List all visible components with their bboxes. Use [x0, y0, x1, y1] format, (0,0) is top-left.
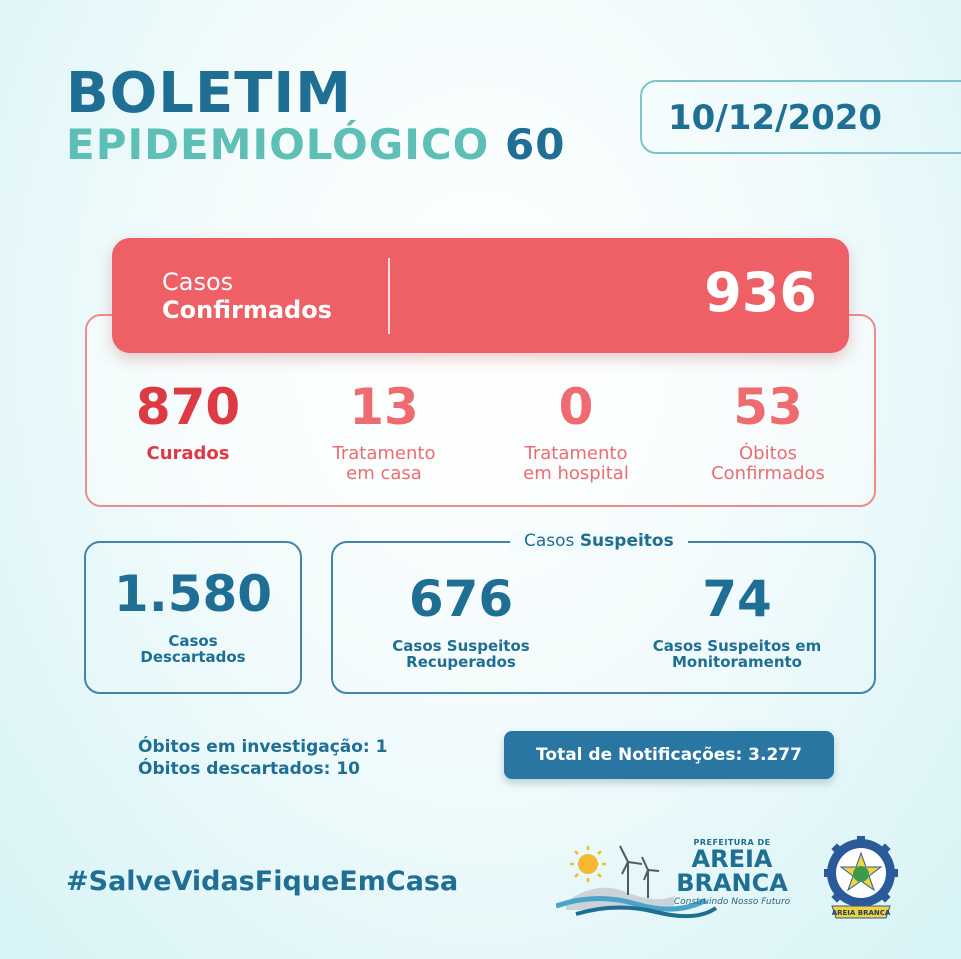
stat-label	[284, 444, 484, 484]
stat-value: 13	[349, 378, 419, 436]
hashtag: #SalveVidasFiqueEmCasa	[66, 866, 459, 897]
confirmed-total: 936	[704, 261, 817, 324]
subtitle-text: EPIDEMIOLÓGICO	[66, 120, 490, 169]
obitos-descartados: Óbitos descartados: 10	[138, 759, 360, 779]
obitos-investigacao: Óbitos em investigação: 1	[138, 737, 388, 757]
stat-value: 53	[733, 378, 803, 436]
bulletin-title: BOLETIM	[66, 61, 352, 126]
stat-label	[476, 444, 676, 484]
stat-suspeitos-monitoramento	[617, 570, 857, 671]
stat-value: 0	[558, 378, 594, 436]
stat-label-line2: em casa	[346, 463, 422, 484]
stat-label-line2: em hospital	[523, 463, 629, 484]
stat-label-line1: Casos Suspeitos	[392, 637, 530, 655]
stat-value: 74	[702, 570, 772, 628]
stat-value: 676	[408, 570, 514, 628]
stat-value: 870	[135, 378, 241, 436]
stat-tratamento-hospital	[476, 378, 676, 484]
stat-label-line1: Óbitos	[738, 443, 798, 464]
suspects-title-prefix: Casos	[524, 531, 575, 551]
suspects-title	[510, 531, 688, 551]
stat-label	[341, 638, 581, 670]
stat-label-line1: Tratamento	[524, 443, 628, 464]
stat-label-line1: Tratamento	[332, 443, 436, 464]
confirmed-label-line2: Confirmados	[162, 296, 332, 324]
city-name-line2: BRANCA	[676, 869, 788, 897]
stat-tratamento-casa	[284, 378, 484, 484]
stat-label-line1: Casos Suspeitos em	[652, 637, 822, 655]
total-notifications-badge: Total de Notificações: 3.277	[504, 731, 834, 779]
city-prefix: PREFEITURA DE	[693, 838, 771, 847]
discarded-label-line1: Casos	[168, 632, 218, 650]
bulletin-subtitle	[66, 120, 566, 169]
discarded-box	[84, 541, 302, 694]
obitos-info	[138, 736, 387, 780]
wind-turbine-icon	[620, 846, 659, 898]
stat-label-line2: Monitoramento	[671, 653, 802, 671]
stat-label: Curados	[146, 443, 230, 464]
confirmed-label-line1: Casos	[162, 268, 234, 296]
discarded-label	[86, 633, 300, 665]
suspects-title-bold: Suspeitos	[579, 531, 674, 551]
discarded-value: 1.580	[113, 565, 273, 623]
discarded-label-line2: Descartados	[140, 648, 246, 666]
stat-suspeitos-recuperados	[341, 570, 581, 671]
city-slogan: Construindo Nosso Futuro	[673, 897, 791, 907]
date-badge: 10/12/2020	[640, 80, 961, 154]
stat-label	[668, 444, 868, 484]
gear-seal-emblem-icon	[824, 836, 898, 922]
seal-text: AREIA BRANCA	[831, 909, 891, 917]
city-logo-text	[672, 838, 792, 907]
stat-obitos	[668, 378, 868, 484]
city-name-line1: AREIA	[691, 845, 773, 873]
stat-label	[617, 638, 857, 670]
stat-curados	[88, 378, 288, 464]
stat-label-line2: Recuperados	[406, 653, 516, 671]
sun-icon	[570, 846, 606, 882]
bulletin-number: 60	[505, 120, 566, 169]
banner-divider	[388, 258, 390, 334]
stat-label-line2: Confirmados	[711, 463, 825, 484]
confirmed-banner	[112, 238, 849, 353]
